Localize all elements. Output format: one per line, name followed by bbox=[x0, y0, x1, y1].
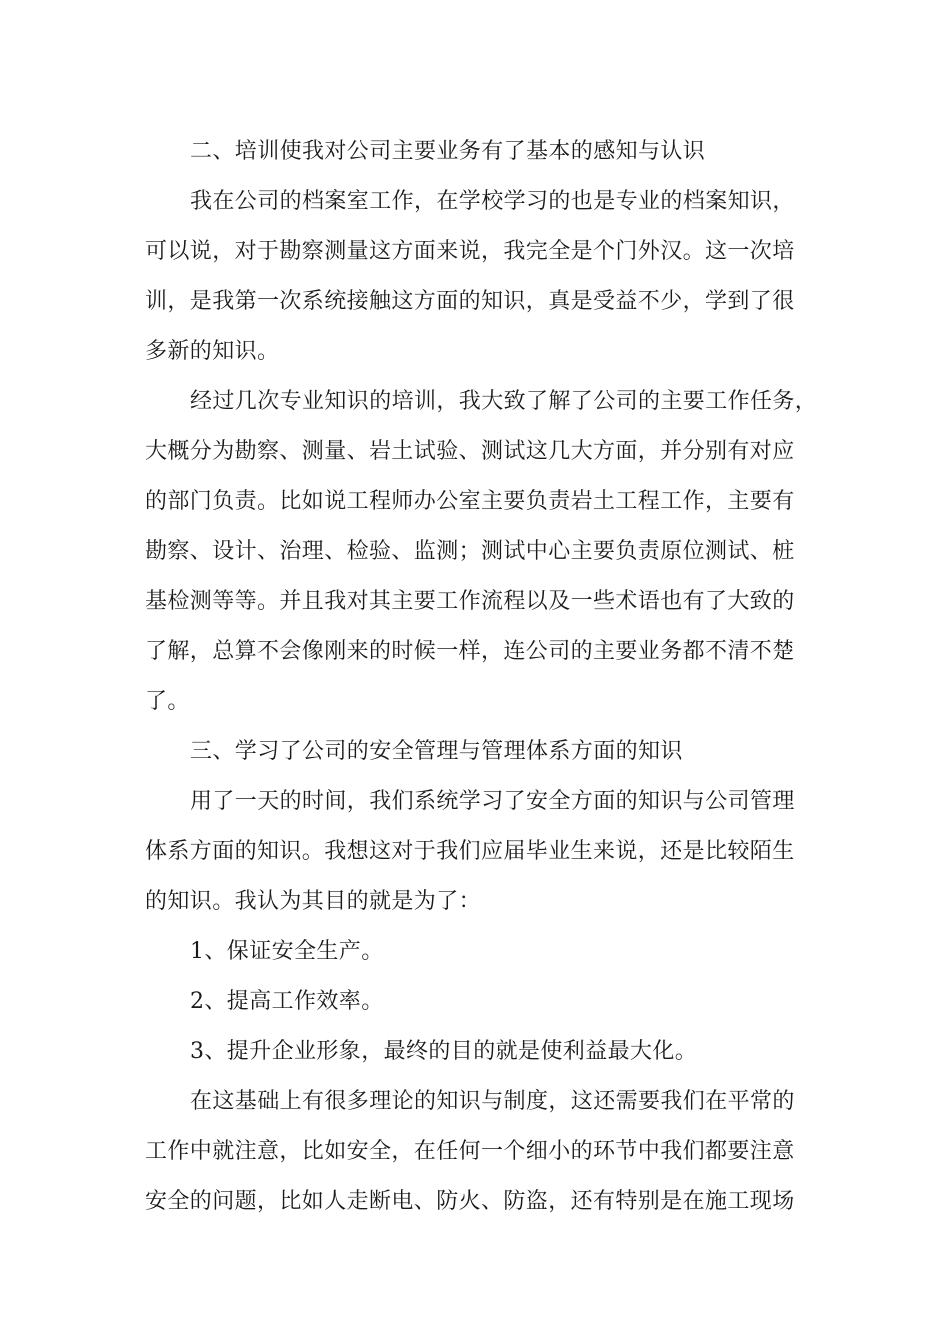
paragraph-line: 可以说，对于勘察测量这方面来说，我完全是个门外汉。这一次培 bbox=[145, 239, 795, 264]
paragraph-line: 用了一天的时间，我们系统学习了安全方面的知识与公司管理 bbox=[190, 789, 795, 814]
paragraph-line: 工作中就注意，比如安全，在任何一个细小的环节中我们都要注意 bbox=[145, 1139, 795, 1164]
paragraph-line: 了解，总算不会像刚来的时候一样，连公司的主要业务都不清不楚 bbox=[145, 639, 795, 664]
paragraph-line: 体系方面的知识。我想这对于我们应届毕业生来说，还是比较陌生 bbox=[145, 839, 795, 864]
paragraph-line: 的部门负责。比如说工程师办公室主要负责岩土工程工作，主要有 bbox=[145, 489, 795, 514]
list-item: 1、保证安全生产。 bbox=[190, 939, 384, 964]
section-heading-2: 二、培训使我对公司主要业务有了基本的感知与认识 bbox=[190, 139, 706, 164]
paragraph-line: 大概分为勘察、测量、岩土试验、测试这几大方面，并分别有对应 bbox=[145, 439, 795, 464]
paragraph-line: 勘察、设计、治理、检验、监测；测试中心主要负责原位测试、桩 bbox=[145, 539, 795, 564]
paragraph-line: 我在公司的档案室工作，在学校学习的也是专业的档案知识， bbox=[190, 189, 795, 214]
paragraph-line: 安全的问题，比如人走断电、防火、防盗，还有特别是在施工现场 bbox=[145, 1189, 795, 1214]
paragraph-line: 了。 bbox=[145, 689, 190, 714]
paragraph-line: 在这基础上有很多理论的知识与制度，这还需要我们在平常的 bbox=[190, 1089, 795, 1114]
list-item: 2、提高工作效率。 bbox=[190, 989, 384, 1014]
paragraph-line: 的知识。我认为其目的就是为了： bbox=[145, 889, 482, 914]
paragraph-line: 多新的知识。 bbox=[145, 339, 280, 364]
paragraph-line: 经过几次专业知识的培训，我大致了解了公司的主要工作任务， bbox=[190, 389, 818, 414]
paragraph-line: 训，是我第一次系统接触这方面的知识，真是受益不少，学到了很 bbox=[145, 289, 795, 314]
list-item: 3、提升企业形象，最终的目的就是使利益最大化。 bbox=[190, 1039, 698, 1064]
paragraph-line: 基检测等等。并且我对其主要工作流程以及一些术语也有了大致的 bbox=[145, 589, 795, 614]
section-heading-3: 三、学习了公司的安全管理与管理体系方面的知识 bbox=[190, 739, 683, 764]
